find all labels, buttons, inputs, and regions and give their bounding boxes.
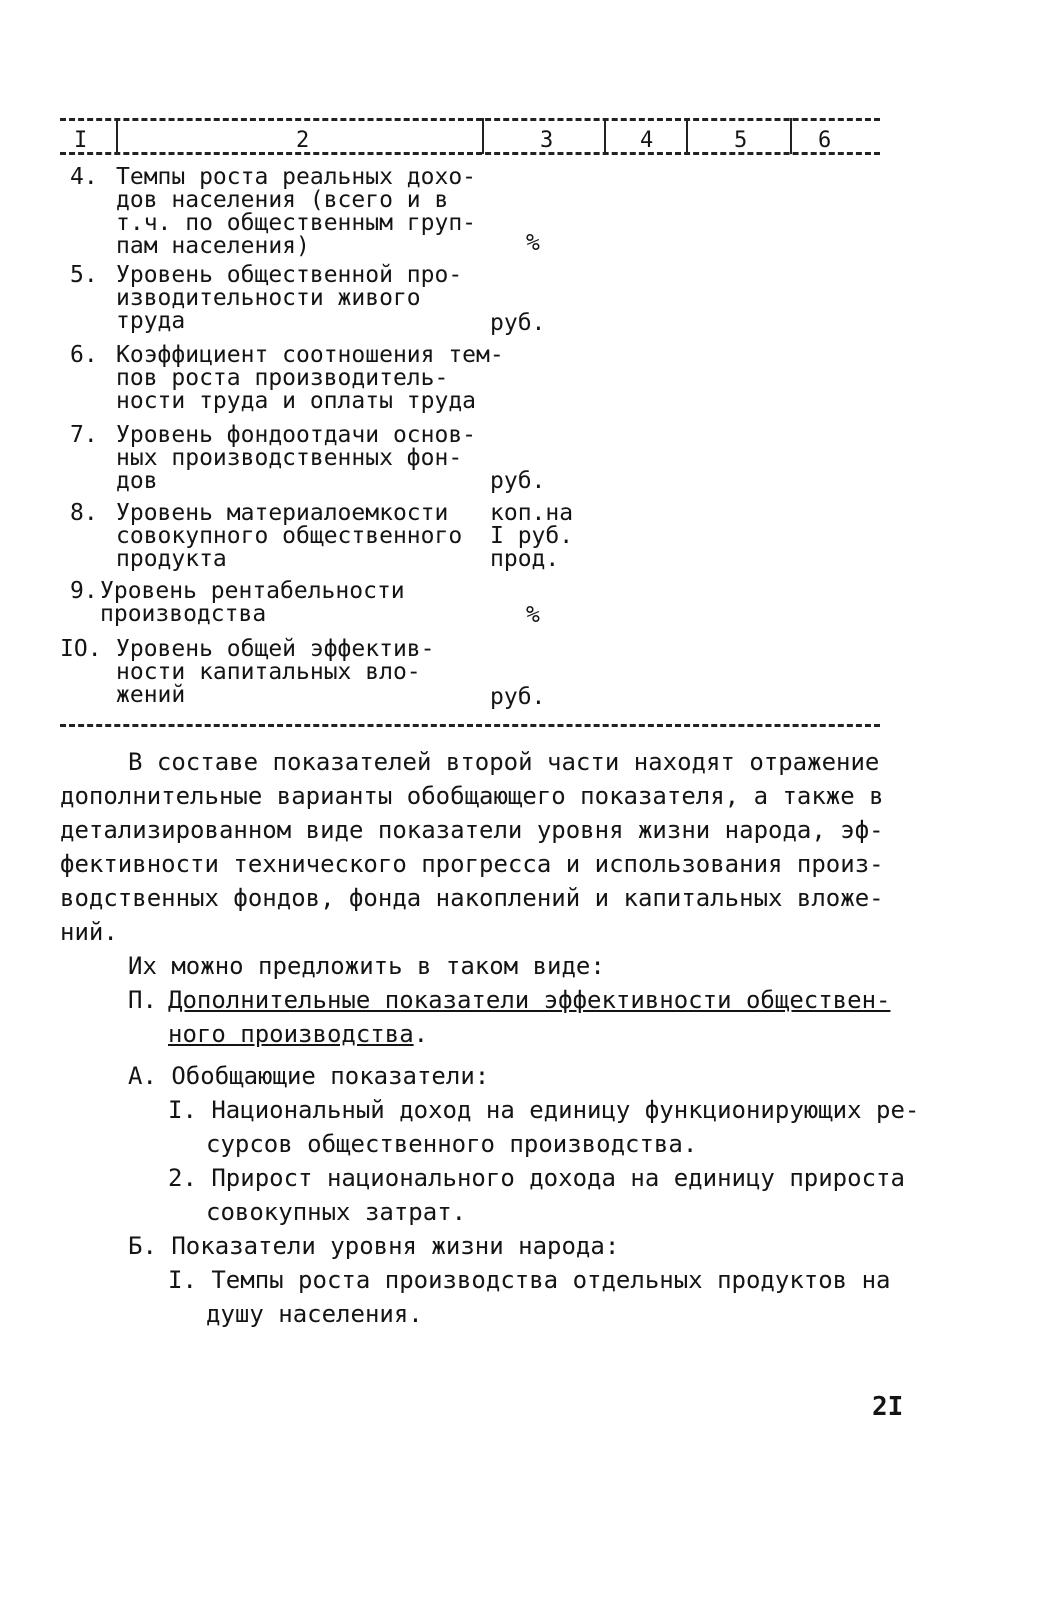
list-item: I. Темпы роста производства отдельных продуктов на [168, 1266, 891, 1294]
row-unit: руб. [490, 684, 546, 710]
table-top-rule [60, 118, 880, 121]
col-header-3: 3 [540, 128, 554, 153]
list-item-cont: совокупных затрат. [206, 1198, 467, 1226]
subsection-a-heading: А. Обобщающие показатели: [128, 1062, 490, 1090]
paragraph-line: водственных фондов, фонда накоплений и капитальных вложе- [60, 884, 884, 912]
page-number: 2I [872, 1392, 904, 1422]
section-title-period: . [413, 1020, 429, 1048]
row-text: Уровень общей эффектив- ности капитальных вло- жений [116, 636, 435, 708]
col-header-4: 4 [640, 128, 654, 153]
row-text: Коэффициент соотношения тем- пов роста производитель- ности труда и оплаты труда [116, 342, 504, 414]
row-number: 5. [70, 262, 98, 288]
table-header-rule [60, 152, 880, 155]
row-number: 7. [70, 422, 98, 448]
col-header-2: 2 [296, 128, 310, 153]
row-number: 6. [70, 342, 98, 368]
list-item-cont: сурсов общественного производства. [206, 1130, 698, 1158]
col-separator [482, 118, 484, 154]
row-text: Уровень общественной про- изводительности живого труда [116, 262, 463, 334]
row-text: Уровень фондоотдачи основ- ных производственных фон- дов [116, 422, 477, 494]
paragraph-line: фективности технического прогресса и использования произ- [60, 850, 884, 878]
row-unit: % [526, 230, 540, 256]
list-item: 2. Прирост национального дохода на единицу прироста [168, 1164, 905, 1192]
row-number: 9. [70, 578, 98, 604]
row-number: 8. [70, 500, 98, 526]
col-header-6: 6 [818, 128, 832, 153]
row-text: Уровень рентабельности производства [100, 578, 405, 627]
row-number: 4. [70, 164, 98, 190]
col-separator [604, 118, 606, 154]
col-separator [116, 118, 118, 154]
table-bottom-rule [60, 724, 880, 727]
section-title: Дополнительные показатели эффективности обществен- [168, 986, 891, 1014]
paragraph-line: ний. [60, 918, 118, 946]
section-title-cont [168, 1020, 428, 1048]
list-item-cont: душу населения. [206, 1300, 423, 1328]
paragraph-line: детализированном виде показатели уровня жизни народа, эф- [60, 816, 884, 844]
subsection-b-heading: Б. Показатели уровня жизни народа: [128, 1232, 620, 1260]
paragraph-line: В составе показателей второй части находят отражение [128, 748, 880, 776]
paragraph-line: дополнительные варианты обобщающего показателя, а также в [60, 782, 884, 810]
row-unit: руб. [490, 468, 546, 494]
col-header-5: 5 [734, 128, 748, 153]
row-text: Темпы роста реальных дохо- дов населения (всего и в т.ч. по общественным груп- пам населения) [116, 164, 477, 259]
row-number: IO. [60, 636, 102, 662]
intro-line: Их можно предложить в таком виде: [128, 952, 605, 980]
row-unit: % [526, 602, 540, 628]
col-separator [790, 118, 792, 154]
row-unit: коп.на I руб. прод. [490, 500, 574, 572]
section-number: П. [128, 986, 157, 1014]
row-unit: руб. [490, 310, 546, 336]
col-separator [686, 118, 688, 154]
row-text: Уровень материалоемкости совокупного общественного продукта [116, 500, 463, 572]
list-item: I. Национальный доход на единицу функционирующих ре- [168, 1096, 920, 1124]
col-header-1: I [74, 128, 88, 153]
section-title-line2: ного производства [168, 1020, 414, 1048]
